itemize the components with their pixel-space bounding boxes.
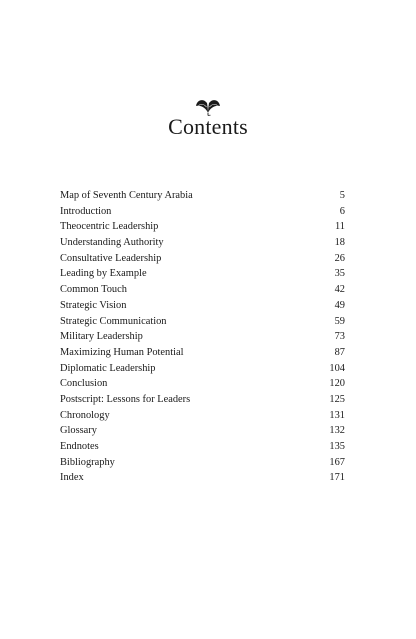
toc-entry-title: Strategic Communication (60, 315, 167, 327)
toc-entry-page-number: 59 (334, 315, 345, 327)
toc-entry-title: Chronology (60, 409, 110, 421)
toc-entry-page-number: 5 (339, 190, 345, 201)
toc-entry-title: Endnotes (60, 441, 99, 452)
toc-entry-title: Index (60, 472, 84, 484)
toc-entry (60, 455, 345, 471)
toc-entry (60, 376, 345, 392)
toc-entry (60, 470, 345, 486)
toc-entry-title: Conclusion (60, 378, 108, 390)
toc-entry-title: Maximizing Human Potential (60, 346, 184, 358)
toc-entry (60, 408, 345, 424)
toc-entry (60, 345, 345, 361)
toc-entry (60, 188, 345, 204)
toc-entry-title: Glossary (60, 425, 97, 437)
toc-entry (60, 392, 345, 408)
page-title: Contents (168, 114, 248, 139)
toc-entry-page-number: 132 (329, 425, 345, 437)
toc-entry-title: Introduction (60, 205, 112, 217)
toc-entry-title: Military Leadership (60, 331, 143, 343)
toc-entry-page-number: 171 (329, 472, 345, 484)
toc-entry-page-number: 73 (334, 331, 345, 343)
toc-entry-title: Understanding Authority (60, 237, 164, 249)
toc-entry-page-number: 120 (329, 378, 345, 390)
toc-entry-page-number: 125 (329, 393, 345, 405)
toc-entry (60, 361, 345, 377)
toc-entry-page-number: 26 (334, 252, 345, 264)
toc-entry (60, 329, 345, 345)
toc-entry-title: Consultative Leadership (60, 252, 162, 264)
toc-entry (60, 423, 345, 439)
toc-entry-title: Common Touch (60, 284, 127, 296)
toc-entry (60, 298, 345, 314)
toc-entry-title: Postscript: Lessons for Leaders (60, 393, 191, 405)
toc-entry-page-number: 11 (334, 221, 345, 233)
toc-entry (60, 439, 345, 455)
toc-entry-title: Strategic Vision (60, 299, 127, 311)
toc-entry-title: Diplomatic Leadership (60, 362, 156, 374)
toc-entry (60, 314, 345, 330)
toc-entry-page-number: 87 (334, 346, 345, 358)
toc-entry (60, 204, 345, 220)
toc-entry (60, 266, 345, 282)
toc-entry-title: Map of Seventh Century Arabia (60, 190, 193, 201)
toc-entry-page-number: 49 (334, 299, 345, 311)
toc-entry (60, 219, 345, 235)
toc-entry-title: Bibliography (60, 456, 115, 468)
toc-entry (60, 235, 345, 251)
leaf-ornament-icon (194, 96, 222, 116)
toc-entry-page-number: 167 (329, 456, 345, 468)
toc-entry (60, 251, 345, 267)
toc-entry-page-number: 104 (329, 362, 345, 374)
toc-entry-page-number: 18 (334, 237, 345, 249)
toc-entry-page-number: 131 (329, 409, 345, 421)
toc-entry-title: Theocentric Leadership (60, 221, 159, 233)
table-of-contents (60, 188, 345, 486)
toc-entry-page-number: 6 (339, 205, 345, 217)
toc-entry (60, 282, 345, 298)
toc-entry-page-number: 35 (334, 268, 345, 280)
toc-entry-page-number: 135 (329, 441, 345, 452)
toc-entry-title: Leading by Example (60, 268, 147, 280)
toc-entry-page-number: 42 (334, 284, 345, 296)
